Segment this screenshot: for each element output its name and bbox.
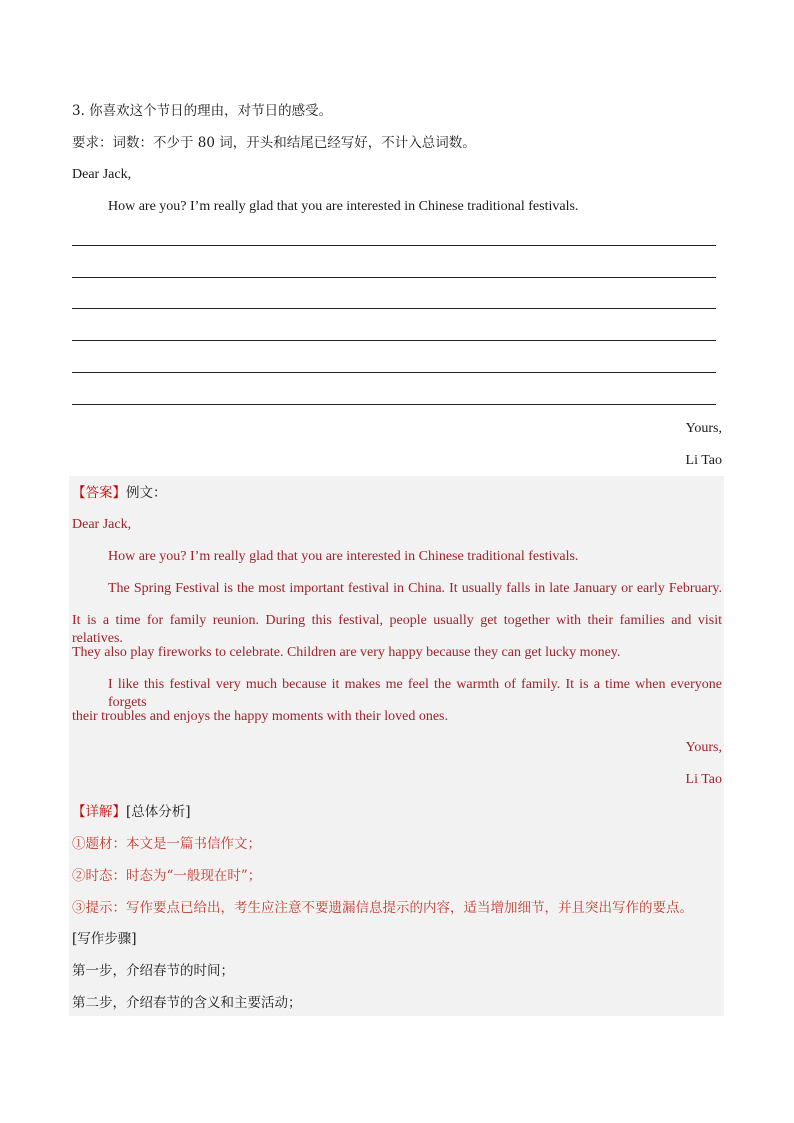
letter-closing: Yours, — [685, 421, 722, 436]
question-item-3: 3. 你喜欢这个节日的理由，对节日的感受。 — [72, 103, 333, 119]
answer-heading — [72, 484, 167, 502]
answer-paragraph-2-line-2: their troubles and enjoys the happy moments with their loved ones. — [72, 709, 448, 724]
writing-step-2: 第二步，介绍春节的含义和主要活动； — [72, 995, 302, 1011]
writing-line — [72, 277, 716, 278]
writing-line — [72, 340, 716, 341]
word-count-requirement: 要求：词数：不少于 80 词，开头和结尾已经写好，不计入总词数。 — [72, 135, 476, 151]
answer-paragraph-1-line-2: It is a time for family reunion. During this festival, people usually get together with their families and visit relatives. — [72, 613, 722, 646]
writing-line — [72, 308, 716, 309]
writing-line — [72, 245, 716, 246]
answer-paragraph-1-line-3: They also play fireworks to celebrate. Children are very happy because they can get lucky money. — [72, 645, 621, 660]
answer-paragraph-1-line-1: The Spring Festival is the most important festival in China. It usually falls in late January or early February. — [108, 581, 722, 596]
answer-signature: Li Tao — [685, 772, 722, 787]
answer-closing: Yours, — [685, 740, 722, 755]
letter-greeting: Dear Jack, — [72, 167, 132, 182]
analysis-heading — [72, 803, 191, 821]
analysis-tag-suffix: [总体分析] — [126, 804, 191, 820]
writing-line — [72, 404, 716, 405]
answer-tag: 【答案】 — [72, 485, 126, 501]
analysis-tag: 【详解】 — [72, 804, 126, 820]
answer-greeting: Dear Jack, — [72, 517, 132, 532]
analysis-point-1: ①题材：本文是一篇书信作文； — [72, 836, 261, 852]
analysis-point-2: ②时态：时态为“一般现在时”； — [72, 868, 262, 884]
letter-signature: Li Tao — [685, 453, 722, 468]
answer-opening: How are you? I’m really glad that you are interested in Chinese traditional festivals. — [108, 549, 579, 564]
answer-paragraph-2-line-1: I like this festival very much because it makes me feel the warmth of family. It is a time when everyone forgets — [108, 677, 722, 710]
answer-tag-suffix: 例文： — [126, 485, 167, 501]
writing-line — [72, 372, 716, 373]
writing-steps-title: [写作步骤] — [72, 931, 137, 947]
analysis-point-3: ③提示：写作要点已给出，考生应注意不要遗漏信息提示的内容，适当增加细节，并且突出写作的要点。 — [72, 900, 693, 916]
writing-step-1: 第一步，介绍春节的时间； — [72, 963, 234, 979]
letter-opening: How are you? I’m really glad that you are interested in Chinese traditional festivals. — [108, 199, 579, 214]
